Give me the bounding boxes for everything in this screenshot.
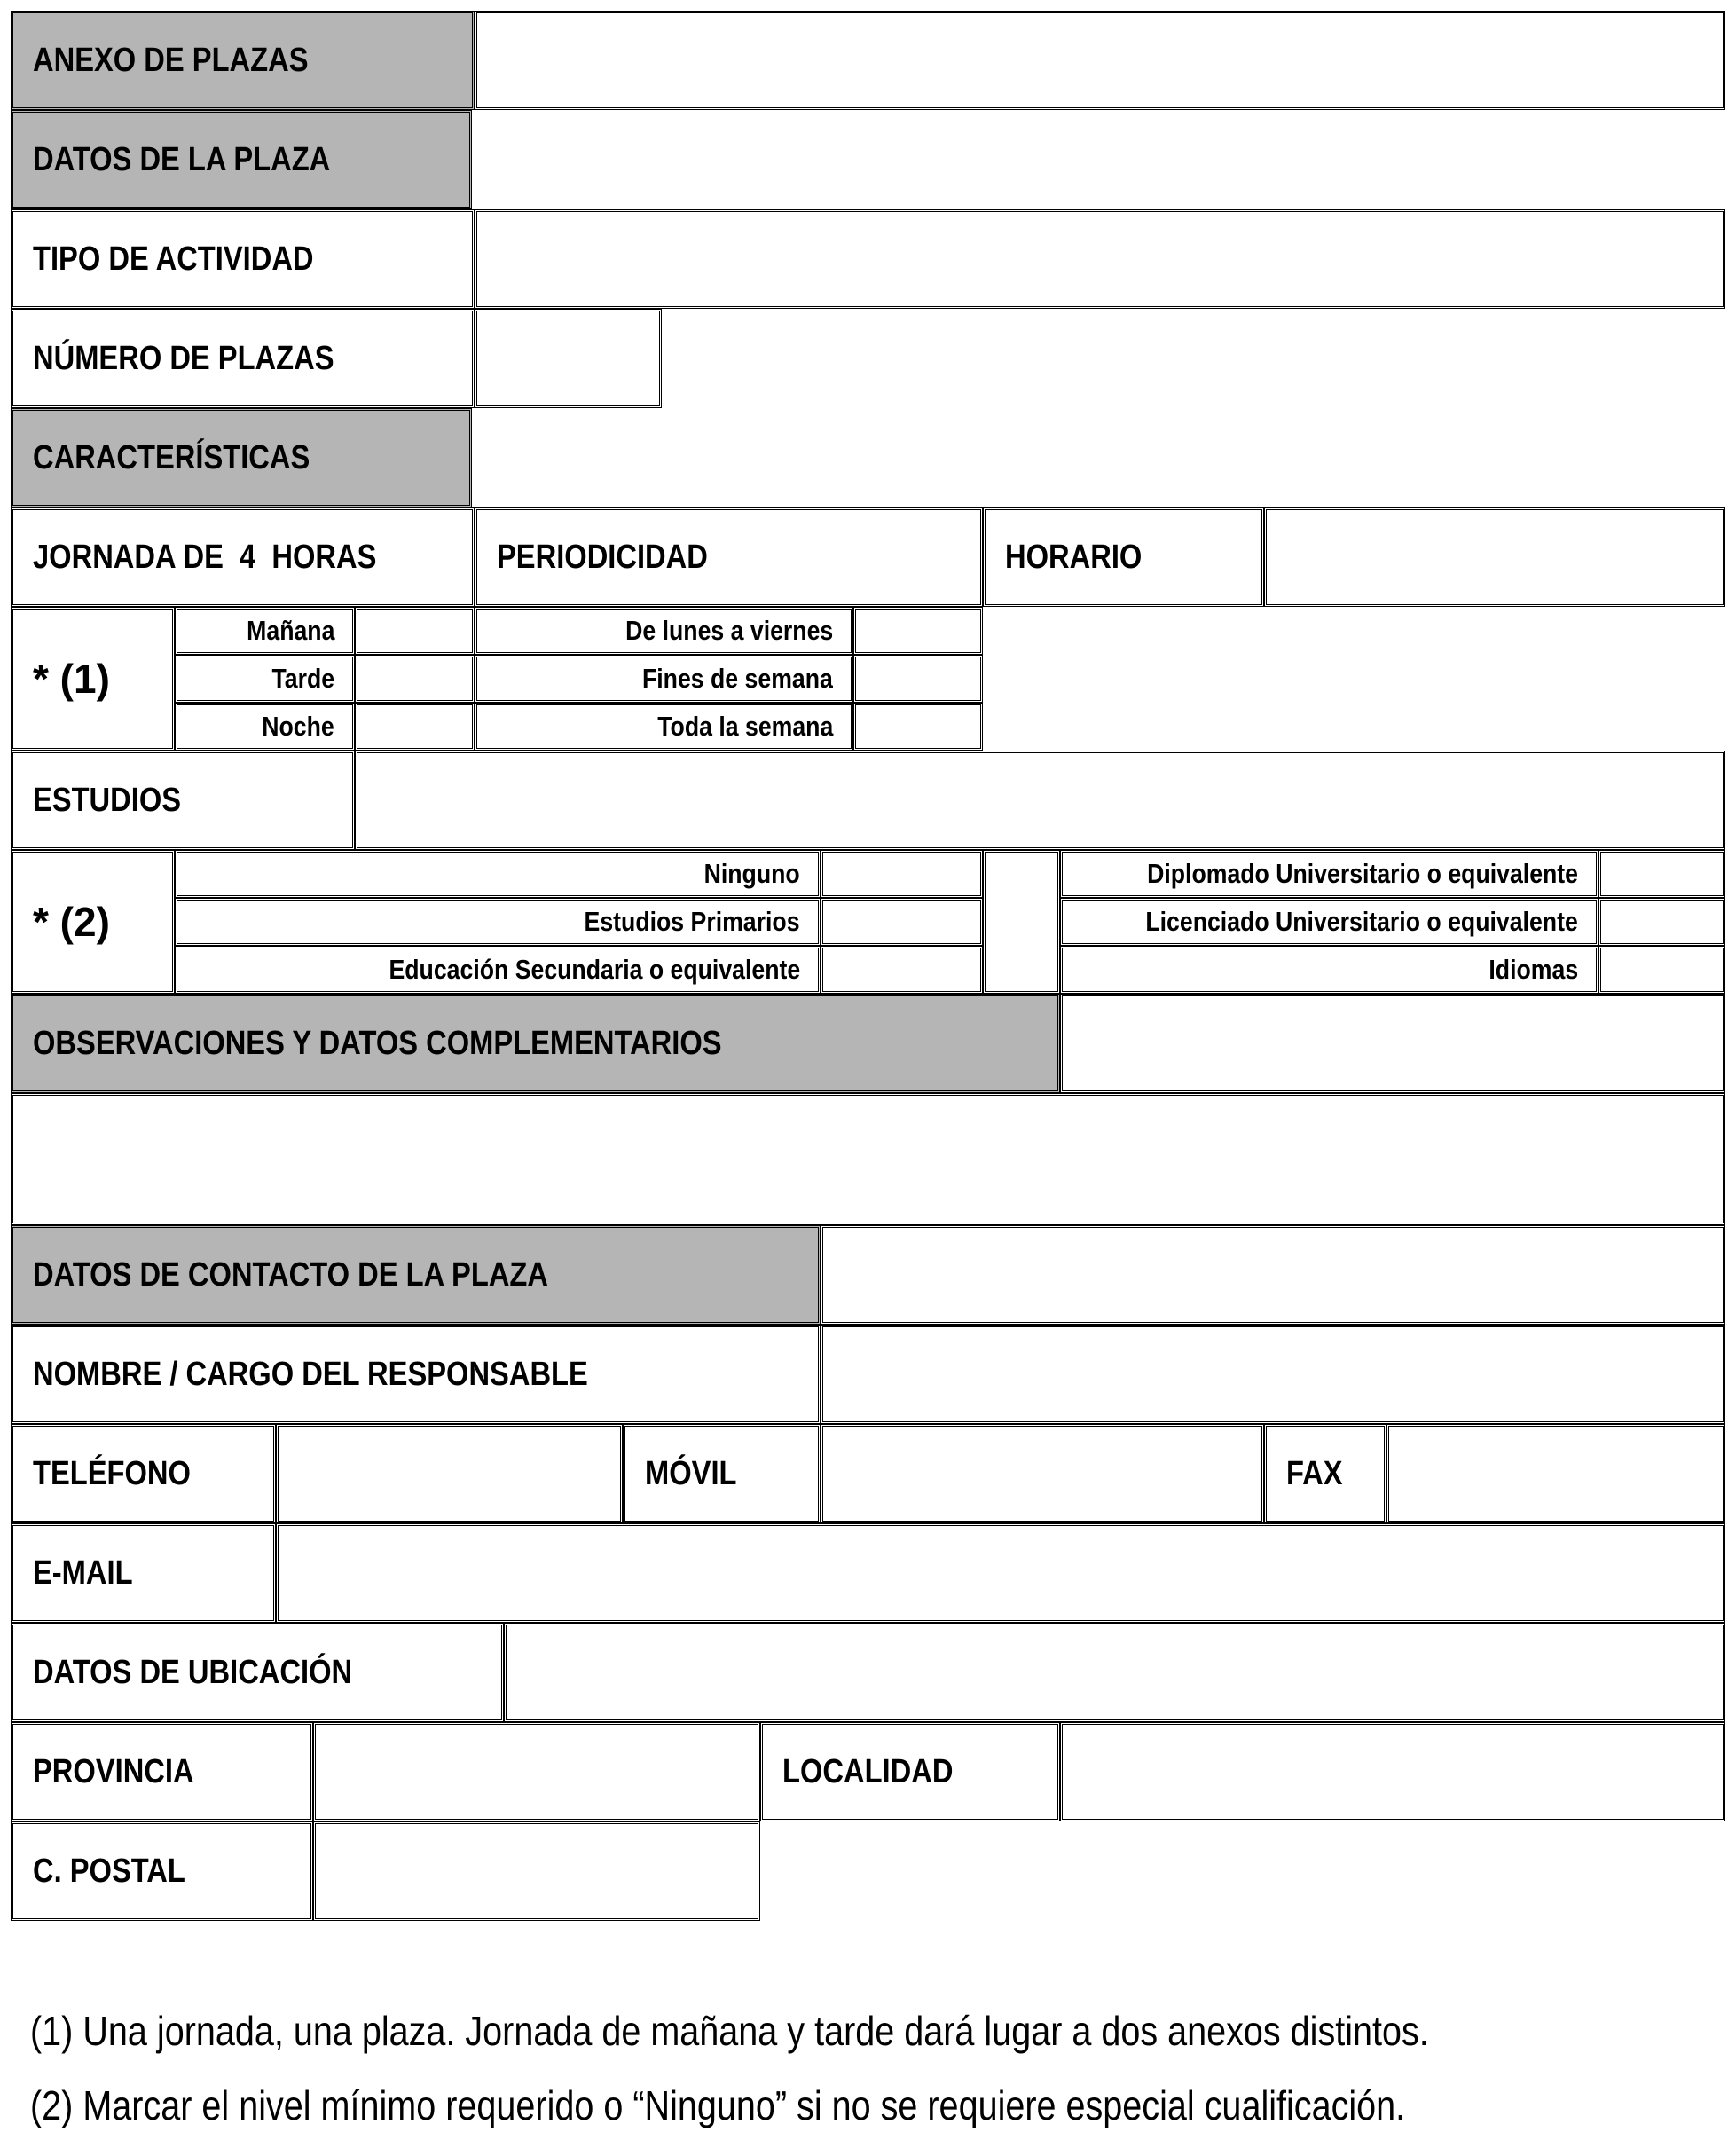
cpostal-field[interactable]: [313, 1821, 760, 1921]
estudios-spacer: [983, 850, 1060, 994]
jornada-label: JORNADA DE 4 HORAS: [11, 507, 475, 607]
provincia-field[interactable]: [313, 1722, 760, 1821]
estudio-secundaria-label: Educación Secundaria o equivalente: [175, 946, 821, 994]
turno-tarde-checkbox[interactable]: [355, 655, 475, 703]
responsable-field[interactable]: [821, 1325, 1725, 1424]
periodo-fines-semana-label: Fines de semana: [475, 655, 853, 703]
caracteristicas-header: CARACTERÍSTICAS: [11, 408, 472, 507]
estudio-primarios-label: Estudios Primarios: [175, 898, 821, 946]
responsable-label: NOMBRE / CARGO DEL RESPONSABLE: [11, 1325, 821, 1424]
estudio-idiomas-label: Idiomas: [1060, 946, 1599, 994]
estudio-idiomas-checkbox[interactable]: [1599, 946, 1725, 994]
estudio-licenciado-label: Licenciado Universitario o equivalente: [1060, 898, 1599, 946]
turno-noche-label: Noche: [175, 703, 355, 751]
numero-plazas-field[interactable]: [475, 309, 662, 408]
contacto-side-field[interactable]: [821, 1225, 1725, 1325]
horario-field[interactable]: [1264, 507, 1725, 607]
tipo-actividad-label: TIPO DE ACTIVIDAD: [11, 209, 475, 309]
periodo-toda-semana-label: Toda la semana: [475, 703, 853, 751]
periodo-toda-semana-checkbox[interactable]: [853, 703, 983, 751]
estudios-field[interactable]: [355, 751, 1725, 850]
datos-plaza-header: DATOS DE LA PLAZA: [11, 110, 472, 209]
estudio-ninguno-label: Ninguno: [175, 850, 821, 898]
periodo-lunes-viernes-checkbox[interactable]: [853, 607, 983, 655]
estudios-marker: * (2): [11, 850, 175, 994]
cpostal-label: C. POSTAL: [11, 1821, 313, 1921]
telefono-label: TELÉFONO: [11, 1424, 276, 1523]
anexo-field[interactable]: [475, 11, 1725, 110]
turno-manana-checkbox[interactable]: [355, 607, 475, 655]
observaciones-side-field[interactable]: [1060, 994, 1725, 1093]
periodicidad-label: PERIODICIDAD: [475, 507, 983, 607]
provincia-label: PROVINCIA: [11, 1722, 313, 1821]
estudio-diplomado-label: Diplomado Universitario o equivalente: [1060, 850, 1599, 898]
estudios-label: ESTUDIOS: [11, 751, 355, 850]
tipo-actividad-field[interactable]: [475, 209, 1725, 309]
fax-label: FAX: [1264, 1424, 1386, 1523]
fax-field[interactable]: [1386, 1424, 1725, 1523]
turno-noche-checkbox[interactable]: [355, 703, 475, 751]
estudio-ninguno-checkbox[interactable]: [821, 850, 983, 898]
numero-plazas-label: NÚMERO DE PLAZAS: [11, 309, 475, 408]
localidad-label: LOCALIDAD: [760, 1722, 1060, 1821]
estudio-primarios-checkbox[interactable]: [821, 898, 983, 946]
turno-tarde-label: Tarde: [175, 655, 355, 703]
movil-field[interactable]: [821, 1424, 1264, 1523]
movil-label: MÓVIL: [623, 1424, 821, 1523]
periodo-lunes-viernes-label: De lunes a viernes: [475, 607, 853, 655]
footnote-2: (2) Marcar el nivel mínimo requerido o “Ninguno” si no se requiere especial cualificación.: [30, 2082, 1406, 2128]
periodo-fines-semana-checkbox[interactable]: [853, 655, 983, 703]
footnote-1: (1) Una jornada, una plaza. Jornada de mañana y tarde dará lugar a dos anexos distintos.: [30, 2008, 1429, 2054]
localidad-field[interactable]: [1060, 1722, 1725, 1821]
ubicacion-field[interactable]: [504, 1623, 1725, 1722]
observaciones-field[interactable]: [11, 1093, 1725, 1225]
turno-manana-label: Mañana: [175, 607, 355, 655]
telefono-field[interactable]: [276, 1424, 623, 1523]
jornada-marker: * (1): [11, 607, 175, 751]
horario-label: HORARIO: [983, 507, 1264, 607]
email-label: E-MAIL: [11, 1523, 276, 1623]
estudio-diplomado-checkbox[interactable]: [1599, 850, 1725, 898]
observaciones-header: OBSERVACIONES Y DATOS COMPLEMENTARIOS: [11, 994, 1060, 1093]
ubicacion-label: DATOS DE UBICACIÓN: [11, 1623, 504, 1722]
email-field[interactable]: [276, 1523, 1725, 1623]
anexo-label: ANEXO DE PLAZAS: [11, 11, 475, 110]
estudio-secundaria-checkbox[interactable]: [821, 946, 983, 994]
estudio-licenciado-checkbox[interactable]: [1599, 898, 1725, 946]
contacto-header: DATOS DE CONTACTO DE LA PLAZA: [11, 1225, 821, 1325]
